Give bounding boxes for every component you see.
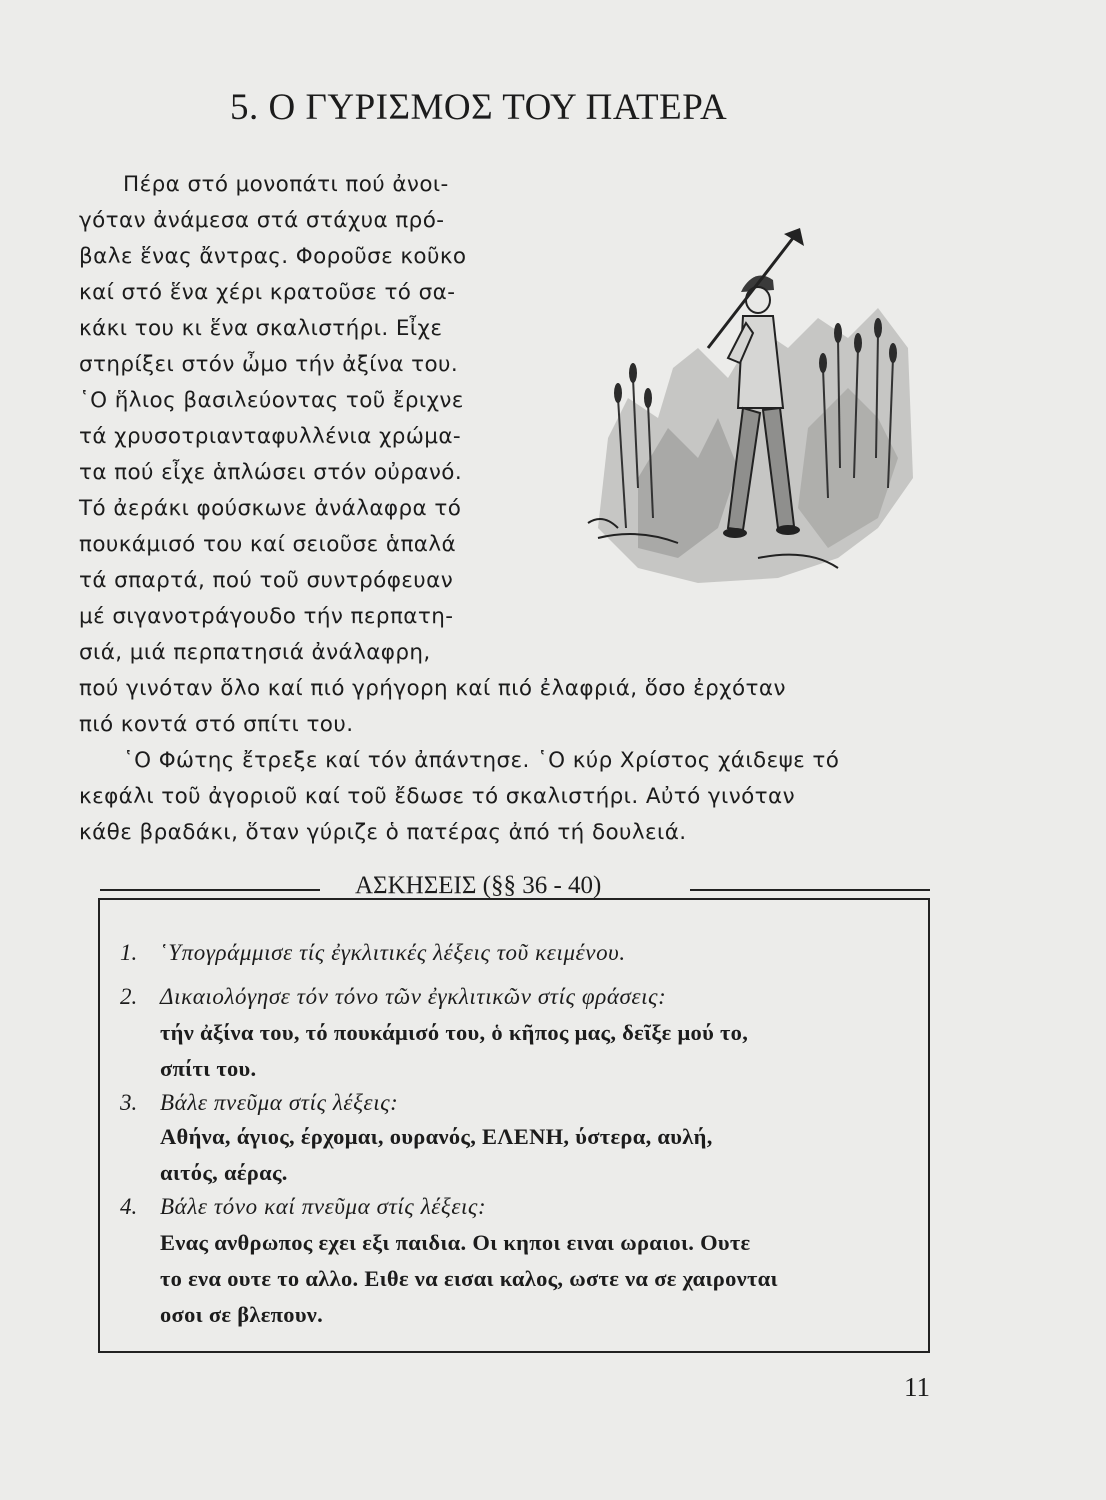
story-line: Τό ἀεράκι φούσκωνε ἀνάλαφρα τό bbox=[79, 496, 462, 521]
story-line: στηρίξει στόν ὦμο τήν ἀξίνα του. bbox=[79, 352, 459, 377]
story-line: μέ σιγανοτράγουδο τήν περπατη- bbox=[79, 604, 454, 629]
exercise-instruction: Βάλε πνεῦμα στίς λέξεις: bbox=[160, 1090, 399, 1115]
story-line: Πέρα στό μονοπάτι πού ἀνοι- bbox=[123, 172, 449, 197]
exercise-instruction: Βάλε τόνο καί πνεῦμα στίς λέξεις: bbox=[160, 1194, 487, 1219]
exercise-number: 2. bbox=[120, 984, 138, 1009]
exercise-content-line: τήν ἀξίνα του, τό πουκάμισό του, ὁ κῆπος μας, δεῖξε μού το, bbox=[160, 1020, 749, 1045]
exercise-number: 1. bbox=[120, 940, 138, 965]
exercise-instruction: ῾Υπογράμμισε τίς ἐγκλιτικές λέξεις τοῦ κειμένου. bbox=[160, 940, 626, 965]
heading-rule-left bbox=[100, 889, 320, 891]
story-line: τα πού εἶχε ἁπλώσει στόν οὐρανό. bbox=[79, 460, 463, 485]
exercise-number: 4. bbox=[120, 1194, 138, 1219]
exercise-content-line: Αθήνα, άγιος, έρχομαι, ουρανός, ΕΛΕΝΗ, ύστερα, αυλή, bbox=[160, 1124, 713, 1149]
story-line: σιά, μιά περπατησιά ἀνάλαφρη, bbox=[79, 640, 431, 665]
exercise-instruction: Δικαιολόγησε τόν τόνο τῶν ἐγκλιτικῶν στίς φράσεις: bbox=[160, 984, 667, 1009]
exercise-number: 3. bbox=[120, 1090, 138, 1115]
story-line: κεφάλι τοῦ ἀγοριοῦ καί τοῦ ἔδωσε τό σκαλιστήρι. Αὐτό γινόταν bbox=[79, 784, 795, 809]
story-line: πιό κοντά στό σπίτι του. bbox=[79, 712, 354, 737]
lesson-title: 5. Ο ΓΥΡΙΣΜΟΣ ΤΟΥ ΠΑΤΕΡΑ bbox=[230, 87, 728, 128]
story-line: ῾Ο Φώτης ἔτρεξε καί τόν ἀπάντησε. ῾Ο κύρ Χρίστος χάιδεψε τό bbox=[123, 748, 840, 773]
exercise-content-line: σπίτι του. bbox=[160, 1056, 257, 1081]
story-line: κάθε βραδάκι, ὅταν γύριζε ὁ πατέρας ἀπό τή δουλειά. bbox=[79, 820, 687, 845]
exercise-content-line: Ενας ανθρωπος εχει εξι παιδια. Οι κηποι ειναι ωραιοι. Ουτε bbox=[160, 1230, 751, 1255]
story-line: τά σπαρτά, πού τοῦ συντρόφευαν bbox=[79, 568, 454, 593]
story-line: πουκάμισό του καί σειοῦσε ἁπαλά bbox=[79, 532, 457, 557]
story-line: ῾Ο ἥλιος βασιλεύοντας τοῦ ἔριχνε bbox=[79, 388, 464, 413]
farmer-illustration bbox=[578, 228, 918, 598]
story-line: γόταν ἀνάμεσα στά στάχυα πρό- bbox=[79, 208, 445, 233]
story-line: καί στό ἕνα χέρι κρατοῦσε τό σα- bbox=[79, 280, 456, 305]
story-line: τά χρυσοτριανταφυλλένια χρώμα- bbox=[79, 424, 462, 449]
story-line: πού γινόταν ὅλο καί πιό γρήγορη καί πιό ἐλαφριά, ὅσο ἐρχόταν bbox=[79, 676, 786, 701]
exercise-content-line: αιτός, αέρας. bbox=[160, 1160, 288, 1185]
exercises-title: ΑΣΚΗΣΕΙΣ (§§ 36 - 40) bbox=[355, 872, 602, 899]
story-line: βαλε ἕνας ἄντρας. Φοροῦσε κοῦκο bbox=[79, 244, 467, 269]
exercise-content-line: το ενα ουτε το αλλο. Ειθε να εισαι καλος, ωστε να σε χαιρονται bbox=[160, 1266, 778, 1291]
exercise-content-line: οσοι σε βλεπουν. bbox=[160, 1302, 324, 1327]
story-line: κάκι του κι ἕνα σκαλιστήρι. Εἶχε bbox=[79, 316, 443, 341]
page-number: 11 bbox=[904, 1372, 930, 1402]
heading-rule-right bbox=[690, 889, 930, 891]
